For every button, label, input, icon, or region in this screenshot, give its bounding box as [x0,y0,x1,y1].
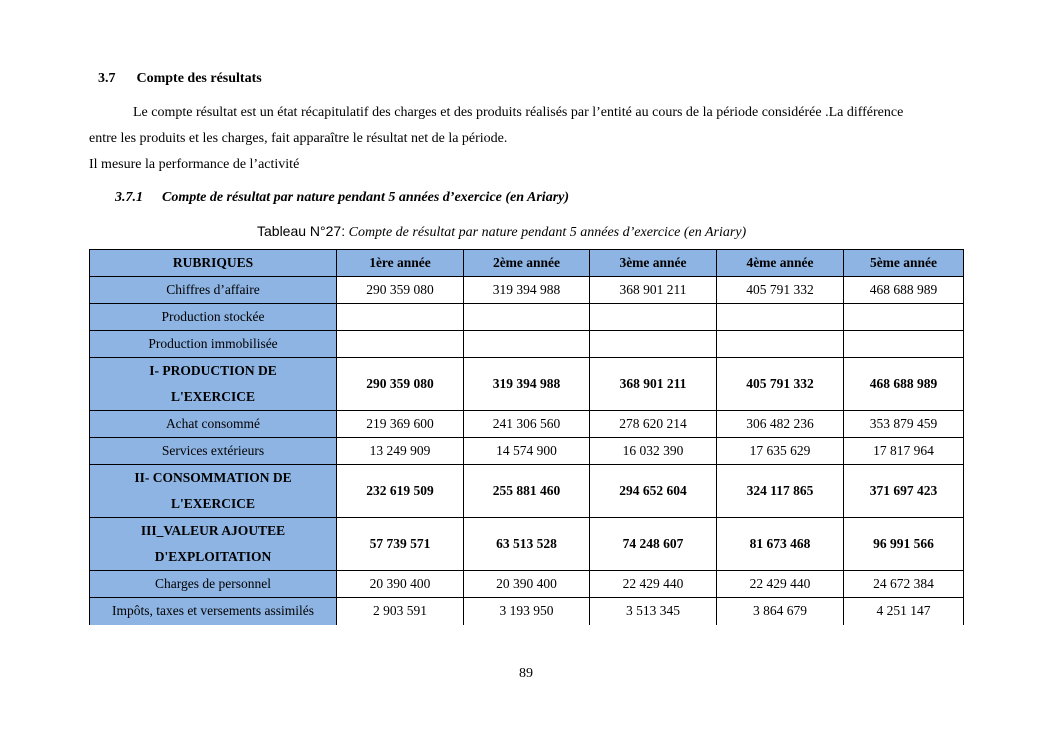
caption-title: Compte de résultat par nature pendant 5 années d’exercice (en Ariary) [348,225,747,240]
header-year-5: 5ème année [844,250,964,277]
section-heading [98,71,262,87]
cell-value [844,304,964,331]
cell-value: 74 248 607 [590,518,717,571]
cell-value: 368 901 211 [590,358,717,411]
table-row [90,277,964,304]
cell-value: 20 390 400 [337,571,464,598]
header-year-3: 3ème année [590,250,717,277]
subsection-number: 3.7.1 [115,190,143,205]
cell-value: 371 697 423 [844,465,964,518]
row-label-line-1: III_VALEUR AJOUTEE [140,523,286,538]
row-label [90,358,337,411]
cell-value: 3 193 950 [464,598,590,625]
cell-value [337,331,464,358]
cell-value: 290 359 080 [337,358,464,411]
row-label: Production stockée [90,304,337,331]
cell-value: 278 620 214 [590,411,717,438]
table-row [90,411,964,438]
cell-value: 319 394 988 [464,358,590,411]
cell-value: 17 817 964 [844,438,964,465]
header-year-4: 4ème année [717,250,844,277]
cell-value: 306 482 236 [717,411,844,438]
cell-value: 3 513 345 [590,598,717,625]
cell-value: 232 619 509 [337,465,464,518]
cell-value: 16 032 390 [590,438,717,465]
cell-value: 96 991 566 [844,518,964,571]
table-row [90,331,964,358]
cell-value: 219 369 600 [337,411,464,438]
cell-value: 324 117 865 [717,465,844,518]
header-year-2: 2ème année [464,250,590,277]
cell-value [464,331,590,358]
table-header-row [90,250,964,277]
row-label-line-1: II- CONSOMMATION DE [134,470,292,485]
row-label: Production immobilisée [90,331,337,358]
cell-value: 290 359 080 [337,277,464,304]
paragraph-line-3: Il mesure la performance de l’activité [89,157,300,172]
header-year-1: 1ère année [337,250,464,277]
row-label [90,518,337,571]
cell-value [590,331,717,358]
cell-value: 255 881 460 [464,465,590,518]
cell-value [717,304,844,331]
row-label-line-1: I- PRODUCTION DE [149,363,277,378]
row-label: Impôts, taxes et versements assimilés [90,598,337,625]
table-row [90,598,964,625]
cell-value [464,304,590,331]
cell-value [717,331,844,358]
cell-value: 468 688 989 [844,358,964,411]
page-number: 89 [519,666,533,681]
cell-value: 405 791 332 [717,277,844,304]
cell-value: 63 513 528 [464,518,590,571]
subsection-heading [115,190,569,206]
cell-value: 3 864 679 [717,598,844,625]
row-label: Achat consommé [90,411,337,438]
caption-label: Tableau N°27: [257,223,346,239]
row-label: Charges de personnel [90,571,337,598]
results-table [89,249,964,625]
cell-value [337,304,464,331]
header-rubriques: RUBRIQUES [90,250,337,277]
cell-value [590,304,717,331]
cell-value: 468 688 989 [844,277,964,304]
section-number: 3.7 [98,71,116,86]
cell-value: 81 673 468 [717,518,844,571]
row-label-line-2: D'EXPLOITATION [154,549,272,564]
cell-value: 241 306 560 [464,411,590,438]
table-caption [257,223,746,241]
table-row [90,438,964,465]
paragraph-line-2: entre les produits et les charges, fait apparaître le résultat net de la période. [89,131,508,146]
cell-value: 405 791 332 [717,358,844,411]
cell-value: 22 429 440 [590,571,717,598]
row-label [90,465,337,518]
cell-value [844,331,964,358]
cell-value: 22 429 440 [717,571,844,598]
cell-value: 4 251 147 [844,598,964,625]
cell-value: 13 249 909 [337,438,464,465]
cell-value: 368 901 211 [590,277,717,304]
cell-value: 319 394 988 [464,277,590,304]
cell-value: 57 739 571 [337,518,464,571]
table-row-total [90,358,964,411]
cell-value: 353 879 459 [844,411,964,438]
row-label: Chiffres d’affaire [90,277,337,304]
table-row [90,304,964,331]
cell-value: 294 652 604 [590,465,717,518]
cell-value: 24 672 384 [844,571,964,598]
subsection-title: Compte de résultat par nature pendant 5 années d’exercice (en Ariary) [162,190,570,205]
table-row-total [90,465,964,518]
row-label-line-2: L'EXERCICE [170,496,256,511]
cell-value: 20 390 400 [464,571,590,598]
table-row [90,571,964,598]
cell-value: 2 903 591 [337,598,464,625]
row-label-line-2: L'EXERCICE [170,389,256,404]
table-row-total [90,518,964,571]
row-label: Services extérieurs [90,438,337,465]
paragraph-line-1: Le compte résultat est un état récapitulatif des charges et des produits réalisés par l’entité au cours de la période considérée .La différence [133,105,904,120]
section-title: Compte des résultats [136,71,262,86]
cell-value: 14 574 900 [464,438,590,465]
cell-value: 17 635 629 [717,438,844,465]
